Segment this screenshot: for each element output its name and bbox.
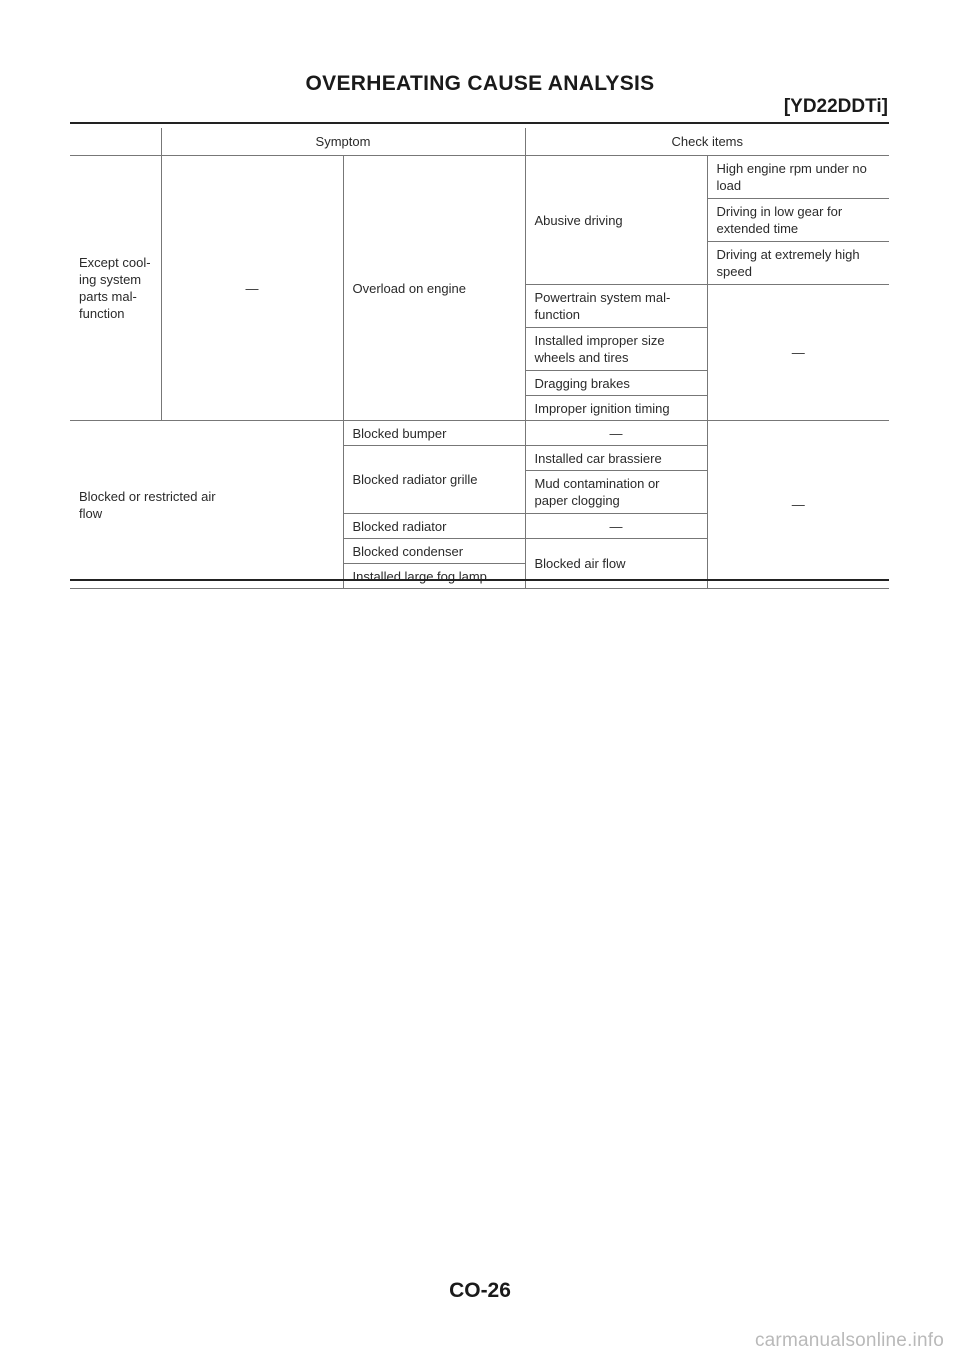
cause-blocked-air-flow: Blocked air flow: [525, 539, 707, 589]
group-label-blocked-air-flow: Blocked or restricted air flow: [70, 421, 343, 589]
header-symptom: Symptom: [161, 128, 525, 156]
watermark-text: carmanualsonline.info: [754, 1330, 944, 1351]
cause-blocked-radiator-grille: Blocked radiator grille: [343, 446, 525, 514]
cause-item: Installed improper size wheels and tires: [525, 328, 707, 371]
check-item: Driving in low gear for extended time: [707, 199, 889, 242]
table-header-row: [70, 128, 889, 156]
table-row: [70, 421, 889, 446]
check-item: High engine rpm under no load: [707, 156, 889, 199]
cause-overload-on-engine: Overload on engine: [343, 156, 525, 421]
table-bottom-rule: [70, 579, 889, 581]
table-row: [70, 156, 889, 199]
cause-blocked-radiator: Blocked radiator: [343, 514, 525, 539]
check-item: Mud contamination or paper clogging: [525, 471, 707, 514]
header-rule: [70, 122, 889, 124]
header-check-items: Check items: [525, 128, 889, 156]
check-dash: —: [707, 285, 889, 421]
overheating-cause-table: [70, 128, 889, 589]
cause-item: Dragging brakes: [525, 371, 707, 396]
cause-blocked-condenser: Blocked condenser: [343, 539, 525, 564]
cause-blocked-bumper: Blocked bumper: [343, 421, 525, 446]
check-item: Installed car brassiere: [525, 446, 707, 471]
radiator-dash: —: [525, 514, 707, 539]
page-number: CO-26: [449, 1279, 511, 1302]
group-label-except-cooling: Except cool- ing system parts mal- function: [70, 156, 161, 421]
cause-item: Powertrain system mal- function: [525, 285, 707, 328]
model-tag: [YD22DDTi]: [783, 96, 888, 117]
cause-abusive-driving: Abusive driving: [525, 156, 707, 285]
header-empty-cell: [70, 128, 161, 156]
symptom-dash: —: [161, 156, 343, 421]
cause-item: Improper ignition timing: [525, 396, 707, 421]
check-item: Driving at extremely high speed: [707, 242, 889, 285]
group2-check-dash: —: [707, 421, 889, 589]
cause-large-fog-lamp: Installed large fog lamp: [343, 564, 525, 589]
bumper-dash: —: [525, 421, 707, 446]
page-title: OVERHEATING CAUSE ANALYSIS: [305, 72, 655, 95]
